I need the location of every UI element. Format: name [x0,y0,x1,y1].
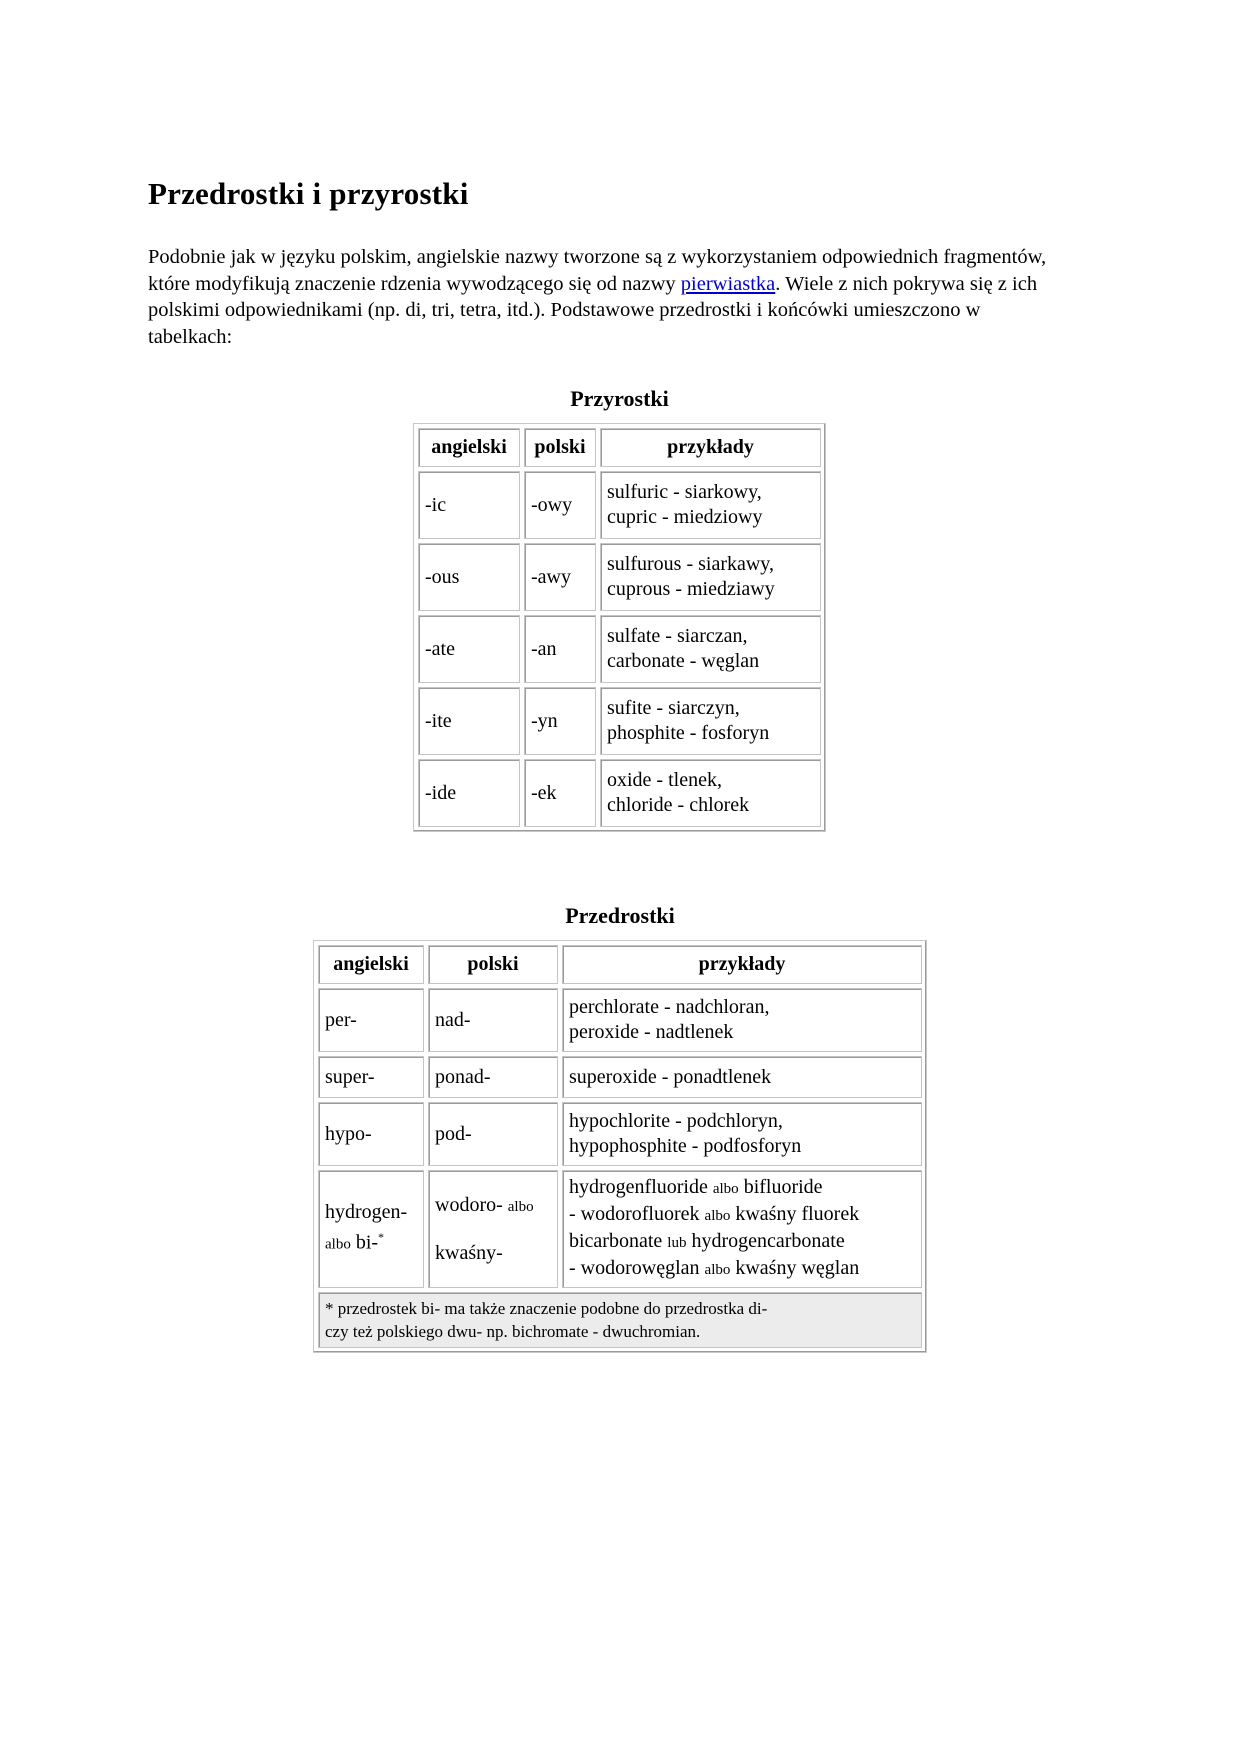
cell-english: -ous [418,543,520,611]
table-row [418,687,821,755]
albo-word: albo [325,1236,351,1253]
example-text: - wodorowęglan [569,1257,705,1279]
pierwiastka-link[interactable]: pierwiastka [680,272,776,295]
header-examples: przykłady [600,428,821,467]
example-line: carbonate - węglan [607,650,760,672]
example-text: hydrogencarbonate [686,1230,845,1252]
footnote-row [318,1292,922,1348]
table-row [318,988,922,1052]
cell-english: hypo- [318,1102,424,1166]
footnote-marker: * [378,1230,385,1245]
example-line: cupric - miedziowy [607,506,763,528]
cell-examples [562,1170,922,1288]
cell-examples [600,471,821,539]
cell-polish: pod- [428,1102,558,1166]
header-english: angielski [318,945,424,984]
example-line: phosphite - fosforyn [607,722,770,744]
cell-examples: superoxide - ponadtlenek [562,1056,922,1098]
example-text: kwaśny węglan [730,1257,860,1279]
cell-polish: -an [524,615,596,683]
cell-polish: -yn [524,687,596,755]
cell-polish: nad- [428,988,558,1052]
footnote-line: czy też polskiego dwu- np. bichromate - dwuchromian. [325,1322,701,1341]
table-row [418,471,821,539]
albo-word: albo [704,1262,731,1278]
table-header-row [318,945,922,984]
header-polish: polski [524,428,596,467]
intro-text-end: . Wiele z nich pokrywa się z ich polskimi odpowiednikami (np. di, tri, tetra, itd.). Podstawowe przedrostki i końcówki umieszczono w tabelkach: [148,272,1038,348]
intro-text-start: Podobnie jak w języku polskim, angielskie nazwy tworzone są z wykorzystaniem odpowiednich fragmentów, które modyfikują znaczenie rdzenia wywodzącego się od nazwy [148,246,1047,295]
header-polish: polski [428,945,558,984]
table-row [418,759,821,827]
example-line: hypochlorite - podchloryn, [569,1110,783,1132]
example-text: bicarbonate [569,1230,668,1252]
cell-polish: -awy [524,543,596,611]
example-line: sufite - siarczyn, [607,697,740,719]
cell-english: per- [318,988,424,1052]
cell-polish: ponad- [428,1056,558,1098]
example-line: chloride - chlorek [607,794,750,816]
cell-polish [428,1170,558,1288]
cell-examples [562,988,922,1052]
example-line: perchlorate - nadchloran, [569,996,770,1018]
prefix-hydrogen: hydrogen- [325,1201,408,1224]
table-row [318,1056,922,1098]
cell-examples [600,759,821,827]
table-row [318,1102,922,1166]
lub-word: lub [667,1235,687,1251]
intro-paragraph [148,244,1068,350]
example-line: sulfurous - siarkawy, [607,553,775,575]
table-row [418,615,821,683]
cell-english: -ide [418,759,520,827]
cell-english: -ite [418,687,520,755]
suffixes-table [413,423,826,832]
cell-examples [600,687,821,755]
footnote-line: * przedrostek bi- ma także znaczenie podobne do przedrostka di- [325,1299,768,1318]
cell-examples [600,543,821,611]
albo-word: albo [704,1208,731,1224]
cell-polish: -owy [524,471,596,539]
cell-english: super- [318,1056,424,1098]
table-row [418,543,821,611]
table-row-hydrogen [318,1170,922,1288]
example-line: peroxide - nadtlenek [569,1021,734,1043]
example-line: cuprous - miedziawy [607,578,775,600]
example-text: - wodorofluorek [569,1203,705,1225]
prefix-bi: bi- [350,1231,379,1254]
cell-english [318,1170,424,1288]
example-line: sulfate - siarczan, [607,625,748,647]
page-title: Przedrostki i przyrostki [148,176,469,211]
cell-english: -ic [418,471,520,539]
prefix-kwasny: kwaśny- [435,1242,503,1264]
cell-english: -ate [418,615,520,683]
prefixes-caption: Przedrostki [565,903,675,928]
header-english: angielski [418,428,520,467]
cell-examples [600,615,821,683]
example-line: hypophosphite - podfosforyn [569,1135,802,1157]
footnote-cell [318,1292,922,1348]
example-text: kwaśny fluorek [730,1203,860,1225]
example-text: hydrogenfluoride [569,1176,713,1198]
albo-word: albo [712,1181,739,1197]
header-examples: przykłady [562,945,922,984]
example-line: sulfuric - siarkowy, [607,481,762,503]
cell-polish: -ek [524,759,596,827]
cell-examples [562,1102,922,1166]
suffixes-caption: Przyrostki [570,386,669,411]
prefix-wodoro: wodoro- [435,1194,508,1216]
example-line: oxide - tlenek, [607,769,722,791]
prefixes-table [313,940,927,1353]
table-header-row [418,428,821,467]
example-text: bifluoride [738,1176,823,1198]
albo-word: albo [507,1199,534,1215]
